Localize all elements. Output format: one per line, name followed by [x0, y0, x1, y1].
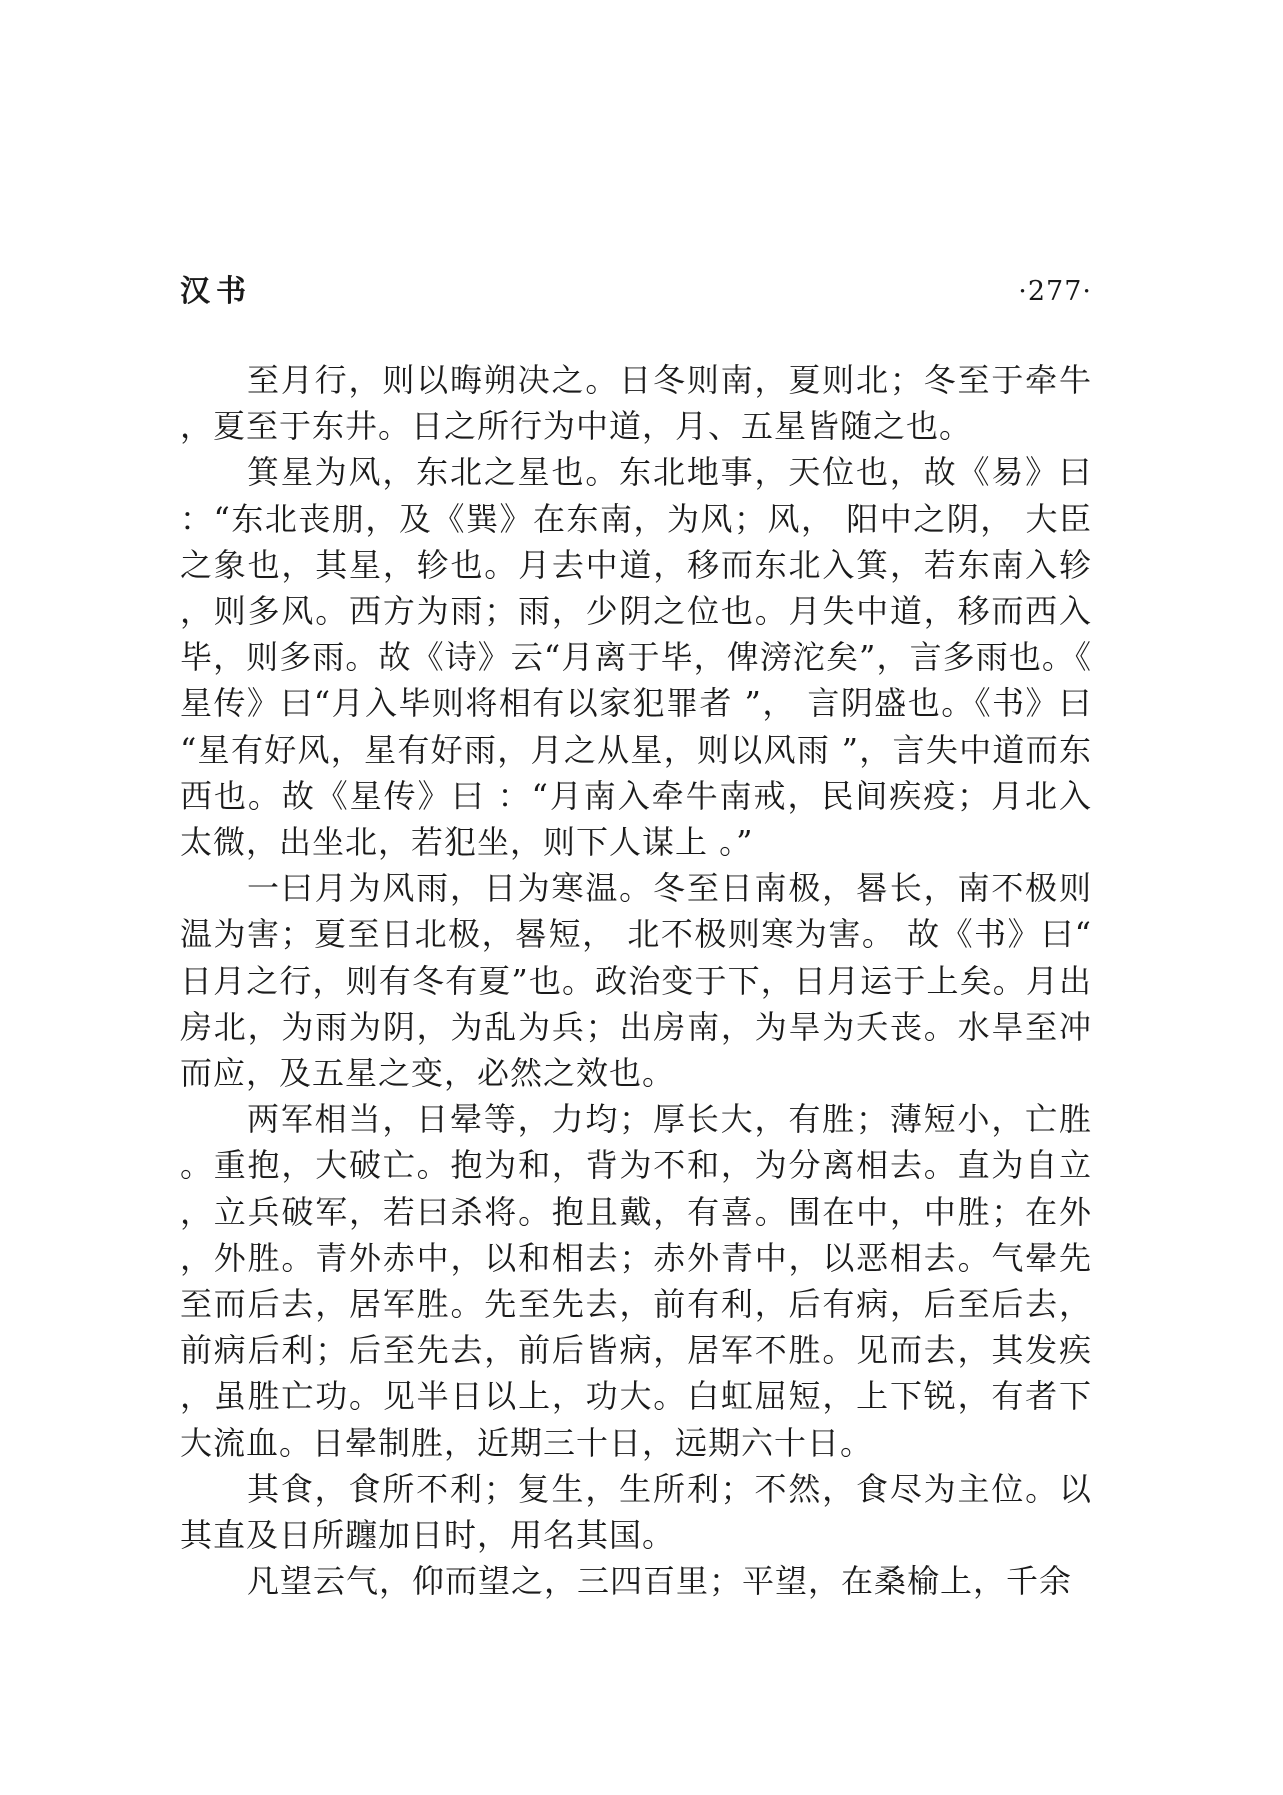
running-header	[180, 272, 1092, 312]
book-title: 汉书	[180, 274, 252, 309]
paragraph: 至月行，则以晦朔决之。日冬则南，夏则北；冬至于牵牛，夏至于东井。日之所行为中道，月、五星皆随之也。	[180, 361, 1092, 446]
paragraph: 其食，食所不利；复生，生所利；不然，食尽为主位。以其直及日所躔加日时，用名其国。	[180, 1469, 1092, 1555]
paragraph: 一曰月为风雨，日为寒温。冬至日南极，晷长，南不极则温为害；夏至日北极，晷短， 北不极则寒为害。 故《书》曰“日月之行，则有冬有夏”也。政治变于下，日月运于上矣。月出房北，为雨为阴，为乱为兵；出房南，为旱为夭丧。水旱至冲而应，及五星之变，必然之效也。	[180, 869, 1092, 1093]
paragraph: 两军相当，日晕等，力均；厚长大，有胜；薄短小，亡胜。重抱，大破亡。抱为和，背为不和，为分离相去。直为自立，立兵破军，若曰杀将。抱且戴，有喜。围在中，中胜；在外，外胜。青外赤中，以和相去；赤外青中，以恶相去。气晕先至而后去，居军胜。先至先去，前有利，后有病，后至后去，前病后利；后至先去，前后皆病，居军不胜。见而去，其发疾，虽胜亡功。见半日以上，功大。白虹屈短，上下锐，有者下大流血。日晕制胜，近期三十日，远期六十日。	[180, 1100, 1092, 1462]
paragraph: 凡望云气，仰而望之，三四百里；平望，在桑榆上，千余	[247, 1562, 1073, 1601]
paragraph: 箕星为风，东北之星也。东北地事，天位也，故《易》曰：“东北丧朋，及《巽》在东南，为风；风， 阳中之阴， 大臣之象也，其星，轸也。月去中道，移而东北入箕，若东南入轸，则多风。西方为雨；雨，少阴之位也。月失中道，移而西入毕，则多雨。故《诗》云“月离于毕，俾滂沱矣”，言多雨也。《星传》曰“月入毕则将相有以家犯罪者 ”， 言阴盛也。《书》曰“星有好风，星有好雨，月之从星，则以风雨 ”，言失中道而东西也。故《星传》曰 ：“月南入牵牛南戒，民间疾疫；月北入太微，出坐北，若犯坐，则下人谋上 。”	[180, 453, 1092, 862]
page-number: ·277·	[1018, 276, 1092, 307]
body-text	[180, 357, 1092, 1604]
